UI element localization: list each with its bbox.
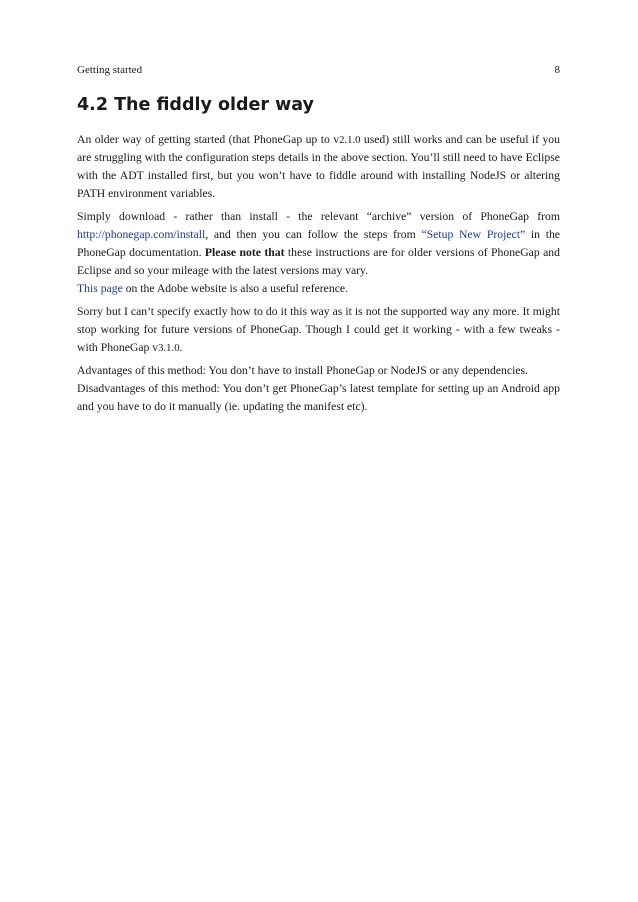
setup-new-project-link[interactable]: “Setup New Project” (421, 228, 526, 241)
download-text-e: on the Adobe website is also a useful reference. (122, 282, 348, 295)
paragraph-intro (77, 131, 560, 203)
intro-version: 2.1.0 (339, 134, 361, 146)
disadvantages-text: Disadvantages of this method: You don’t get PhoneGap’s latest template for setting up an Android app and you have to do it manually (ie. updating the manifest etc). (77, 382, 560, 413)
please-note-text: Please note that (204, 246, 285, 259)
this-page-link[interactable]: This page (77, 282, 123, 295)
paragraph-caveat (77, 303, 560, 357)
section-body (77, 131, 560, 421)
install-link[interactable]: http://phonegap.com/install (77, 228, 206, 241)
paragraph-pros-cons (77, 362, 560, 416)
download-text-b: , and then you can follow the steps from (205, 228, 422, 241)
page-number: 8 (554, 64, 560, 76)
download-text-c: in the PhoneGap documentation. (77, 228, 560, 259)
intro-text-a: An older way of getting started (that PhoneGap up to v (77, 133, 340, 146)
download-text-d: these instructions are for older versions of PhoneGap and Eclipse and so your mileage with the latest versions may vary. (77, 246, 560, 277)
section-title: 4.2 The fiddly older way (77, 95, 314, 115)
running-header-section: Getting started (77, 64, 143, 76)
paragraph-download (77, 208, 560, 298)
download-text-a: Simply download - rather than install - the relevant “archive” version of PhoneGap from (77, 210, 560, 223)
caveat-text-b: . (179, 341, 183, 354)
intro-text-b: used) still works and can be useful if you are struggling with the configuration steps details in the above section. You’ll still need to have Eclipse with the ADT installed first, but you won’t have to fiddle around with installing NodeJS or altering PATH environment variables. (77, 133, 560, 200)
running-header (77, 63, 560, 77)
advantages-text: Advantages of this method: You don’t have to install PhoneGap or NodeJS or any dependencies. (77, 364, 528, 377)
caveat-version: 3.1.0 (158, 342, 180, 354)
caveat-text-a: Sorry but I can’t specify exactly how to do it this way as it is not the supported way any more. It might stop working for future versions of PhoneGap. Though I could get it working - with a few tweaks - with PhoneGap v (77, 305, 560, 354)
